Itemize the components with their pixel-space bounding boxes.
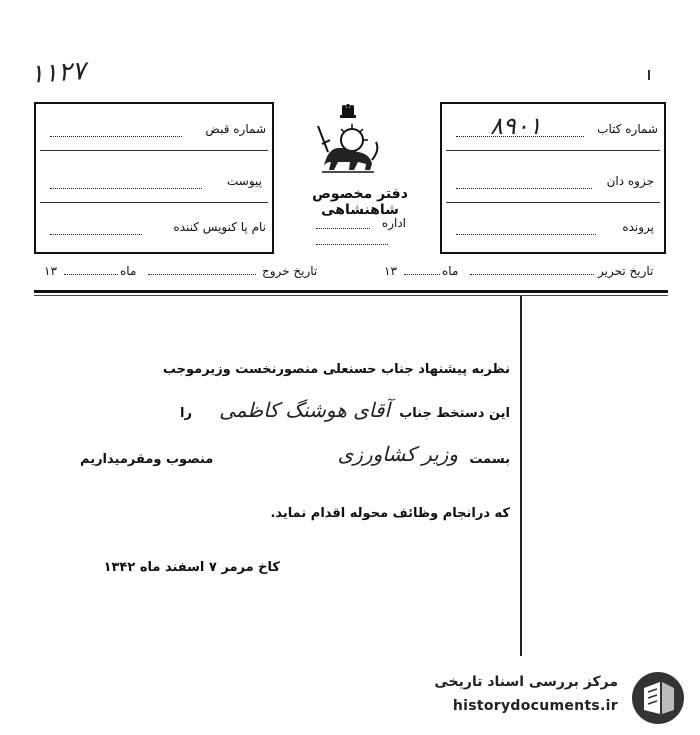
mid-month-label: ماه <box>442 264 459 278</box>
handwritten-reference: ۱۱۲۷ <box>29 56 87 90</box>
margin-mark <box>648 70 650 80</box>
exit-month-label: ماه <box>120 264 137 278</box>
lion-and-sun-emblem <box>310 104 386 180</box>
body-line-3-prefix: بسمت <box>469 452 510 467</box>
left-info-box <box>34 102 274 254</box>
letter-number-label: شماره کتاب <box>597 122 658 136</box>
body-line-1: نظربه پیشنهاد جناب حسنعلی منصورنخست وزیرموجب <box>162 362 510 377</box>
receipt-number-label: شماره قبض <box>205 122 266 136</box>
department-row <box>316 216 406 232</box>
signature-date-line: کاخ مرمر ۷ اسفند ماه ۱۳۴۲ <box>103 560 280 575</box>
body-line-3-handwritten: وزیر کشاورزی <box>337 442 458 466</box>
body-line-3-suffix: منصوب ومقرمیداریم <box>80 452 214 467</box>
watermark-title: مرکز بررسی اسناد تاریخی <box>434 674 618 690</box>
archive-logo-icon <box>630 670 686 726</box>
body-line-4: که درانجام وظائف محوله اقدام نماید. <box>270 506 510 521</box>
attachment-dots <box>50 188 202 189</box>
body-line-2-handwritten: آقای هوشنگ کاظمی <box>219 398 390 422</box>
margin-line <box>520 296 522 656</box>
attachment-label: پیوست <box>227 174 262 188</box>
watermark <box>410 666 694 730</box>
dates-row <box>30 262 670 282</box>
receipt-number-dots <box>50 136 182 137</box>
body-line-2 <box>180 398 510 434</box>
draft-name-label: نام پا کنویس کننده <box>173 220 266 234</box>
department-dots-2 <box>316 244 388 245</box>
department-label: اداره <box>381 216 406 230</box>
write-date-label: تاریخ تحریر <box>598 264 654 278</box>
left-year-prefix: ۱۳ <box>44 264 57 278</box>
watermark-url: historydocuments.ir <box>452 698 618 714</box>
body-line-2-prefix: این دستخط جناب <box>399 406 510 421</box>
draft-name-dots <box>50 234 142 235</box>
letter-number-value: ۸۹۰۱ <box>490 112 542 140</box>
file-name-label: جزوه دان <box>606 174 654 188</box>
header-separator-thin <box>34 295 668 296</box>
right-info-box <box>440 102 666 254</box>
office-title: دفتر مخصوص شاهنشاهی <box>312 186 408 218</box>
dossier-label: پرونده <box>622 220 654 234</box>
body-line-3 <box>80 442 510 482</box>
mid-year-prefix: ۱۳ <box>384 264 397 278</box>
body-line-2-suffix: را <box>180 406 192 421</box>
header-separator <box>34 290 668 293</box>
exit-date-label: تاریخ خروج <box>262 264 318 278</box>
